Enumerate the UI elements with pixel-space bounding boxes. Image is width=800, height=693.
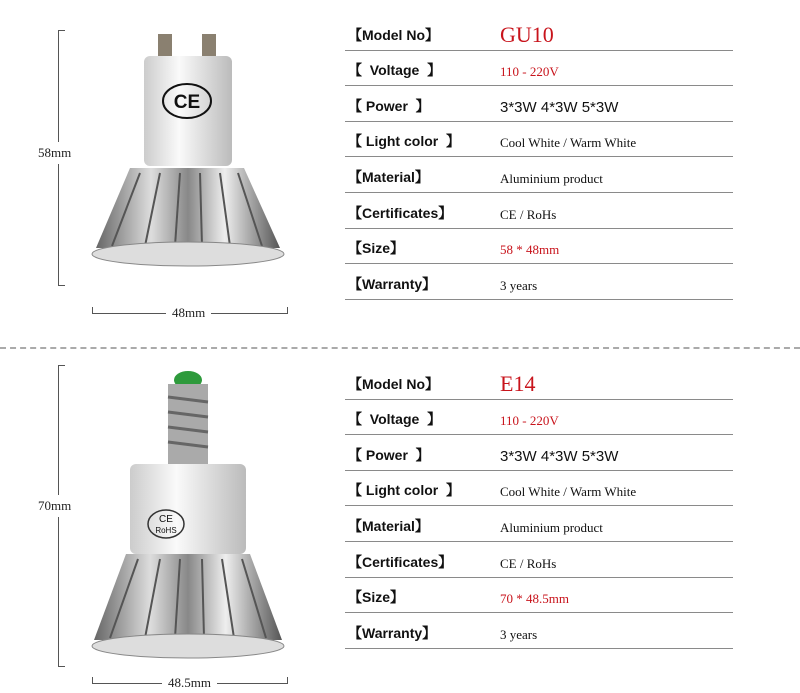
spec-label: 【 Light color 】 [348,133,460,150]
gu10-section [0,0,800,345]
spec-value: 3*3W 4*3W 5*3W [500,98,619,116]
spec-label: 【Certificates】 [348,204,453,221]
spec-label: 【Size】 [348,240,405,257]
spec-row [345,435,733,471]
spec-label: 【 Power 】 [348,97,430,114]
width-label: 48mm [166,305,211,321]
spec-label: 【Warranty】 [348,624,437,641]
spec-row [345,229,733,265]
spec-value: Cool White / Warm White [500,135,637,151]
spec-row [345,157,733,193]
spec-value: Aluminium product [500,519,603,535]
spec-value: 70 * 48.5mm [500,591,569,607]
width-label: 48.5mm [162,675,217,691]
spec-value: 3*3W 4*3W 5*3W [500,447,619,465]
spec-value: GU10 [500,21,554,47]
spec-value: CE / RoHs [500,555,557,571]
spec-label: 【Material】 [348,517,429,534]
spec-value: 110 - 220V [500,64,559,80]
svg-text:RoHS: RoHS [155,526,177,535]
e14-section [0,350,800,693]
spec-row [345,400,733,436]
spec-label: 【Size】 [348,589,405,606]
gu10-bulb-image [90,28,290,288]
spec-row [345,542,733,578]
spec-row [345,15,733,51]
spec-label: 【 Light color 】 [348,482,460,499]
spec-table [345,364,733,649]
spec-value: E14 [500,370,536,396]
spec-label: 【Certificates】 [348,553,453,570]
spec-label: 【Warranty】 [348,275,437,292]
spec-row [345,193,733,229]
spec-row [345,364,733,400]
spec-table [345,15,733,300]
e14-bulb-image [90,362,290,662]
spec-label: 【 Voltage 】 [348,411,442,428]
section-divider [0,347,800,349]
spec-row [345,613,733,649]
spec-label: 【Model No】 [348,26,439,43]
spec-row [345,471,733,507]
spec-value: Cool White / Warm White [500,484,637,500]
spec-row [345,506,733,542]
spec-value: 58 * 48mm [500,242,560,258]
spec-row [345,122,733,158]
spec-row [345,578,733,614]
height-label: 70mm [38,495,71,517]
spec-value: CE / RoHs [500,206,557,222]
spec-row [345,51,733,87]
spec-value: 110 - 220V [500,413,559,429]
svg-text:CE: CE [159,514,173,525]
spec-label: 【Model No】 [348,375,439,392]
spec-label: 【Material】 [348,168,429,185]
height-label: 58mm [38,142,71,164]
spec-label: 【 Power 】 [348,446,430,463]
spec-value: Aluminium product [500,170,603,186]
spec-row [345,86,733,122]
spec-value: 3 years [500,626,538,642]
ce-mark: CE [173,92,201,113]
spec-label: 【 Voltage 】 [348,62,442,79]
spec-value: 3 years [500,277,538,293]
spec-row [345,264,733,300]
